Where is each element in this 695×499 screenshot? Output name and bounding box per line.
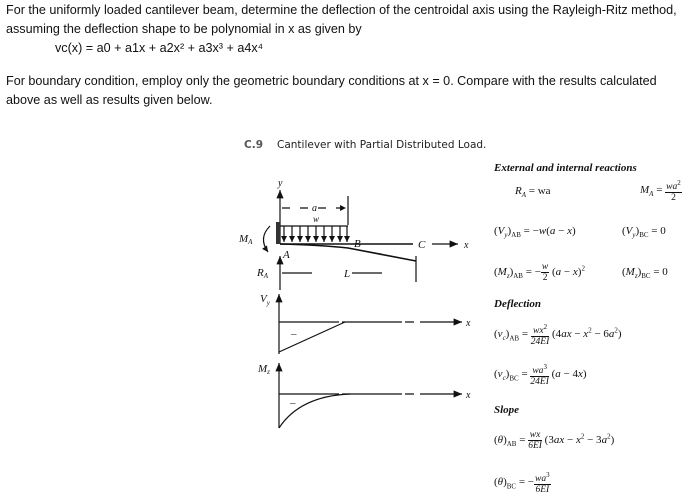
fixed-support — [276, 222, 280, 244]
result-Mz-AB: $(M_z)_{AB}$ = − $\frac{w}{2}$ $(a - x)^2$ — [494, 262, 585, 283]
result-MA: $M_A$ = $\frac{wa^2}{2}$ — [640, 179, 681, 204]
label-a: a — [312, 203, 317, 214]
label-shear-minus: – — [291, 328, 297, 340]
label-x-moment: x — [466, 390, 471, 401]
polynomial-equation: vc(x) = a0 + a1x + a2x² + a3x³ + a4x⁴ — [55, 41, 264, 55]
result-theta-AB: $(\theta)_{AB}$ = $\frac{wx}{6EI}$ $(3ax - x^2 - 3a^2)$ — [494, 430, 615, 451]
distributed-load-arrows — [284, 226, 347, 242]
label-MA: MA — [239, 233, 253, 246]
result-vc-BC: $(v_c)_{BC}$ = $\frac{wa^3}{24EI}$ (a − 4x) — [494, 363, 587, 388]
label-C: C — [418, 239, 426, 251]
label-x-shear: x — [466, 318, 471, 329]
label-RA: RA — [257, 267, 269, 280]
label-A: A — [283, 249, 290, 261]
label-moment-minus: – — [290, 397, 296, 409]
label-Vy: $V_y$ — [260, 293, 270, 307]
result-theta-BC: $(\theta)_{BC}$ = − $\frac{wa^3}{6EI}$ — [494, 471, 550, 496]
label-B: B — [354, 238, 361, 250]
result-Vy-AB: $(V_y)_{AB} = -w(a - x)$ — [494, 225, 576, 240]
deflection-heading: Deflection — [494, 298, 542, 310]
label-x: x — [464, 240, 469, 251]
problem-paragraph-1: For the uniformly loaded cantilever beam, determine the deflection of the centroidal axis using the Rayleigh-Ritz method, assuming the deflection shape to be polynomial in x as given by — [6, 3, 677, 36]
label-y: y — [278, 178, 283, 189]
problem-paragraph-2: For boundary condition, employ only the geometric boundary conditions at x = 0. Compare with the results calculated above as well as results given below. — [6, 74, 657, 107]
reactions-heading: External and internal reactions — [494, 162, 637, 174]
caption-text: Cantilever with Partial Distributed Load. — [277, 139, 487, 151]
result-RA: $R_A$ = wa — [515, 185, 551, 200]
result-Vy-BC: $(V_y)_{BC} = 0$ — [622, 225, 666, 240]
slope-heading: Slope — [494, 404, 520, 416]
label-L: L — [344, 268, 351, 280]
label-w: w — [313, 214, 320, 224]
label-Mz: Mz — [258, 363, 270, 376]
case-number: C.9 — [244, 139, 264, 151]
result-vc-AB: $(v_c)_{AB}$ = $\frac{wx^2}{24EI}$ $(4ax - x^2 - 6a^2)$ — [494, 323, 622, 348]
result-Mz-BC: $(M_z)_{BC} = 0$ — [622, 266, 668, 281]
